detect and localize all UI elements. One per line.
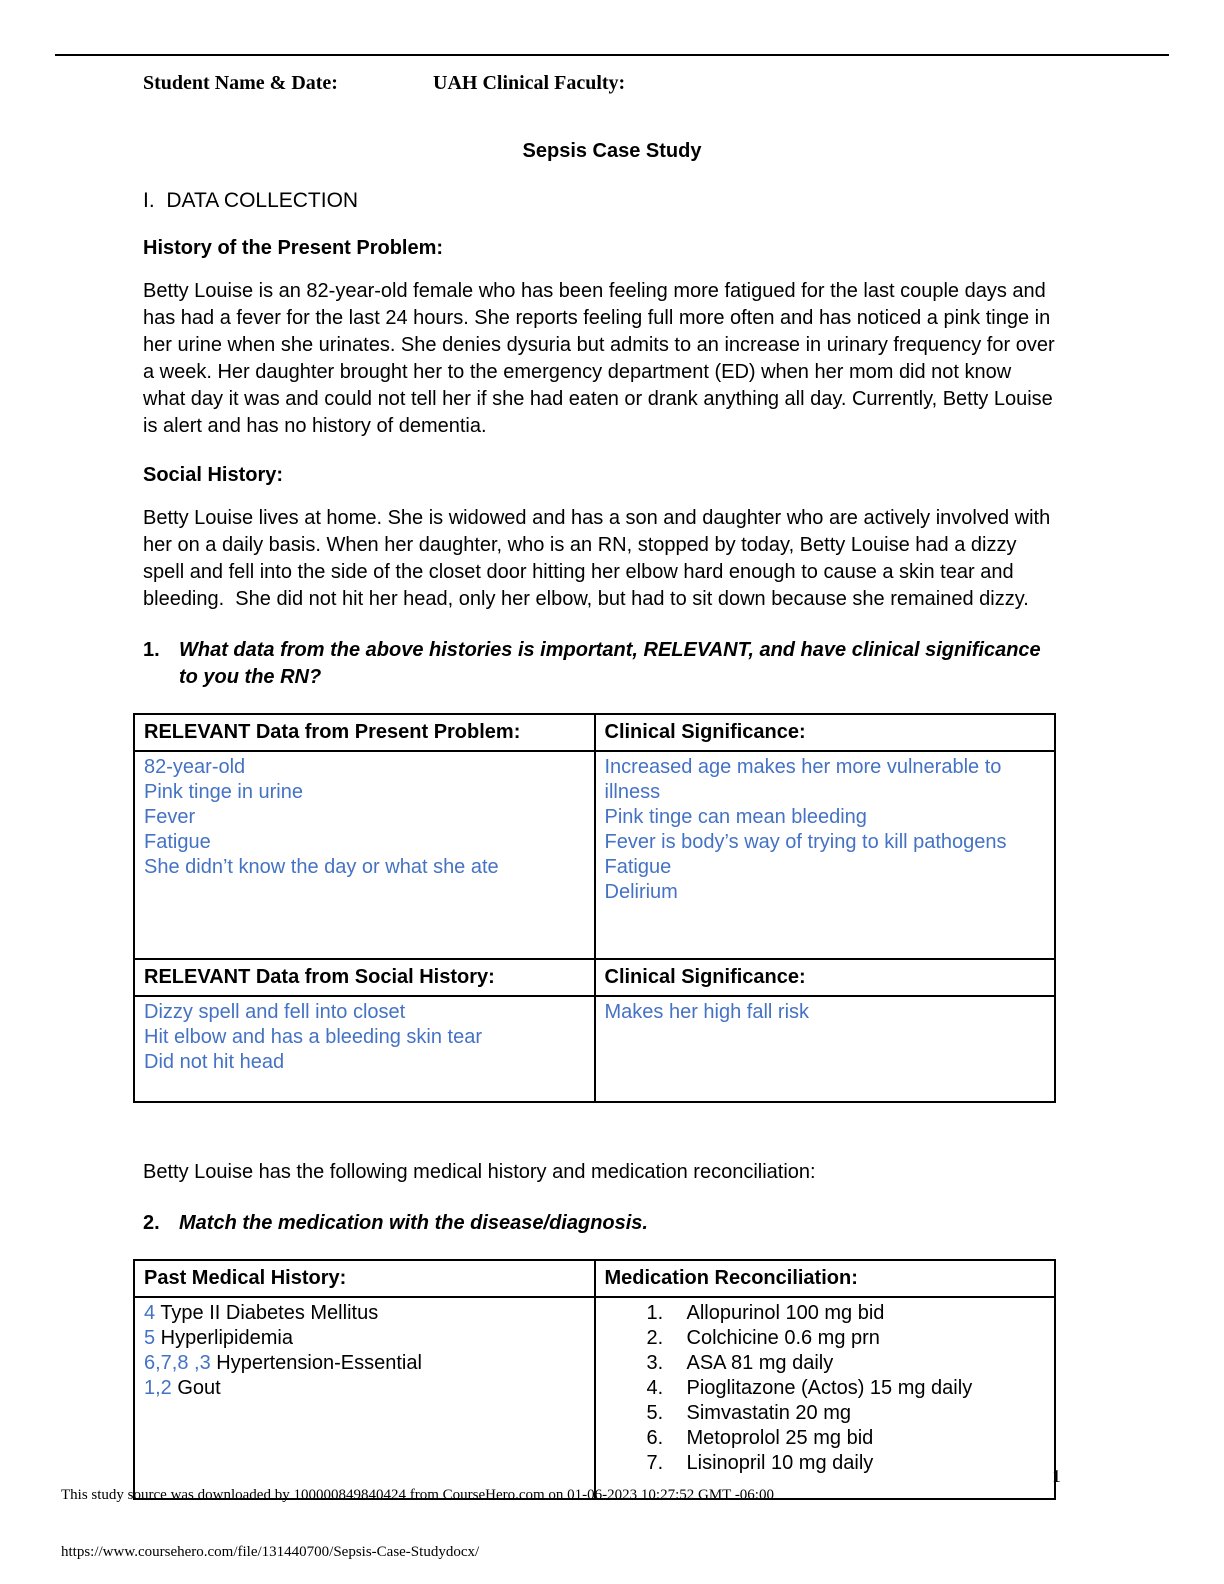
relevant-data-table	[133, 713, 1056, 1103]
answer-line: Increased age makes her more vulnerable to illness	[604, 756, 1002, 803]
question-2-number: 2.	[143, 1212, 160, 1234]
student-name-label: Student Name & Date:	[143, 72, 338, 94]
answer-line: Fever	[144, 806, 196, 828]
medication-number: 7.	[646, 1452, 664, 1474]
social-history-heading: Social History:	[143, 464, 284, 486]
answer-line: Fatigue	[144, 831, 211, 853]
question-1-number: 1.	[143, 639, 160, 661]
footer-source-url: https://www.coursehero.com/file/131440700/Sepsis-Case-Studydocx/	[61, 1544, 480, 1560]
table1-cell-significance-answers-2	[595, 996, 1056, 1102]
table-row	[134, 714, 1055, 751]
table1-header-social-history: RELEVANT Data from Social History:	[134, 959, 595, 996]
answer-line: She didn’t know the day or what she ate	[144, 856, 499, 878]
footer-download-text: This study source was downloaded by 100000849840424 from CourseHero.com on 01-06-2023 10:27:52 GMT -06:00	[61, 1487, 774, 1503]
table1-header-present-problem: RELEVANT Data from Present Problem:	[134, 714, 595, 751]
table-row	[134, 959, 1055, 996]
table-row	[134, 751, 1055, 959]
medication-line	[647, 1401, 1046, 1426]
mid-paragraph: Betty Louise has the following medical history and medication reconciliation:	[143, 1161, 816, 1183]
table-row	[134, 1260, 1055, 1297]
medication-line	[647, 1351, 1046, 1376]
table2-header-pmh: Past Medical History:	[134, 1260, 595, 1297]
answer-line: Makes her high fall risk	[604, 1001, 810, 1023]
medication-number: 3.	[646, 1352, 664, 1374]
table1-header-clinical-significance-2: Clinical Significance:	[595, 959, 1056, 996]
question-1	[143, 637, 1058, 691]
faculty-label: UAH Clinical Faculty:	[433, 72, 626, 94]
table-row	[134, 996, 1055, 1102]
pmh-answer-number: 5	[144, 1327, 156, 1349]
pmh-line	[144, 1326, 585, 1351]
section-heading-data-collection: I. DATA COLLECTION	[143, 189, 359, 212]
medication-line	[647, 1301, 1046, 1326]
medication-line	[647, 1426, 1046, 1451]
pmh-line	[144, 1301, 585, 1326]
answer-line: Did not hit head	[144, 1051, 285, 1073]
pmh-answer-number: 1,2	[144, 1377, 172, 1399]
medication-number: 4.	[646, 1377, 664, 1399]
table1-cell-social-history-answers	[134, 996, 595, 1102]
spacer	[0, 1103, 1224, 1159]
answer-line: Hit elbow and has a bleeding skin tear	[144, 1026, 482, 1048]
answer-line: Dizzy spell and fell into closet	[144, 1001, 406, 1023]
hpp-paragraph: Betty Louise is an 82-year-old female who has been feeling more fatigued for the last couple days and has had a fever for the last 24 hours. She reports feeling full more often and has noticed a pink tinge in her urine when she urinates. She denies dysuria but admits to an increase in urinary frequency for over a week. Her daughter brought her to the emergency department (ED) when her mom did not know what day it was and could not tell her if she had eaten or drank anything all day. Currently, Betty Louise is alert and has no history of dementia.	[143, 280, 1061, 437]
question-1-text: What data from the above histories is important, RELEVANT, and have clinical significance to you the RN?	[179, 639, 1041, 688]
medication-label: Allopurinol 100 mg bid	[686, 1302, 885, 1324]
table2-cell-medications	[595, 1297, 1056, 1499]
answer-line: Delirium	[604, 881, 678, 903]
medication-line	[647, 1326, 1046, 1351]
medication-label: Simvastatin 20 mg	[686, 1402, 852, 1424]
medication-label: Lisinopril 10 mg daily	[686, 1452, 874, 1474]
table2-cell-pmh	[134, 1297, 595, 1499]
pmh-line	[144, 1376, 585, 1401]
pmh-diagnosis: Hypertension-Essential	[210, 1352, 422, 1374]
medication-match-table	[133, 1259, 1056, 1500]
social-history-paragraph: Betty Louise lives at home. She is widowed and has a son and daughter who are actively involved with her on a daily basis. When her daughter, who is an RN, stopped by today, Betty Louise had a dizzy spell and fell into the side of the closet door hitting her elbow hard enough to cause a skin tear and bleeding. She did not hit her head, only her elbow, but had to sit down because she remained dizzy.	[143, 507, 1056, 610]
medication-number: 6.	[646, 1427, 664, 1449]
medication-line	[647, 1451, 1046, 1476]
answer-line: 82-year-old	[144, 756, 246, 778]
medication-line	[647, 1376, 1046, 1401]
answer-line: Pink tinge in urine	[144, 781, 303, 803]
table1-cell-significance-answers-1	[595, 751, 1056, 959]
medication-label: Metoprolol 25 mg bid	[686, 1427, 874, 1449]
medication-label: Pioglitazone (Actos) 15 mg daily	[686, 1377, 973, 1399]
table1-cell-present-problem-answers	[134, 751, 595, 959]
answer-line: Fever is body’s way of trying to kill pathogens	[604, 831, 1007, 853]
hpp-heading: History of the Present Problem:	[143, 237, 444, 259]
medication-number: 1.	[646, 1302, 664, 1324]
answer-line: Fatigue	[604, 856, 672, 878]
document-header	[143, 72, 1073, 95]
answer-line: Pink tinge can mean bleeding	[604, 806, 867, 828]
pmh-diagnosis: Gout	[171, 1377, 221, 1399]
pmh-answer-number: 6,7,8 ,3	[144, 1352, 211, 1374]
pmh-diagnosis: Hyperlipidemia	[155, 1327, 293, 1349]
pmh-diagnosis: Type II Diabetes Mellitus	[155, 1302, 379, 1324]
document-title: Sepsis Case Study	[522, 140, 702, 162]
question-2	[143, 1210, 1058, 1237]
medication-label: Colchicine 0.6 mg prn	[686, 1327, 880, 1349]
medication-number: 2.	[646, 1327, 664, 1349]
question-2-text: Match the medication with the disease/diagnosis.	[179, 1212, 648, 1234]
pmh-answer-number: 4	[144, 1302, 156, 1324]
page-number: 1	[1052, 1466, 1061, 1486]
medication-label: ASA 81 mg daily	[686, 1352, 834, 1374]
top-rule	[55, 54, 1169, 56]
table-row	[134, 1297, 1055, 1499]
table2-header-med-rec: Medication Reconciliation:	[595, 1260, 1056, 1297]
table1-header-clinical-significance-1: Clinical Significance:	[595, 714, 1056, 751]
document-content	[0, 140, 1224, 1500]
pmh-line	[144, 1351, 585, 1376]
medication-number: 5.	[646, 1402, 664, 1424]
